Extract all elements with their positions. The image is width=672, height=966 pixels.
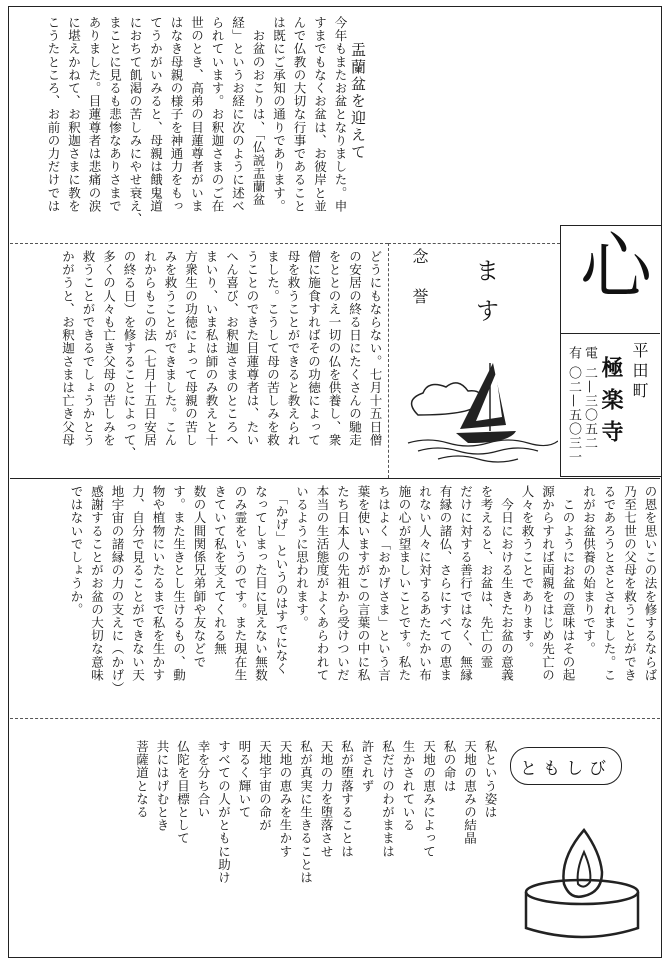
masthead-phone-label: 電 — [582, 346, 597, 359]
article-title: 盂蘭盆を迎えて — [349, 42, 367, 161]
candle-illustration — [512, 800, 652, 950]
divider-poem — [10, 718, 660, 719]
poem-title-box — [510, 747, 622, 785]
article-bottom-text: の恩を思いこの法を修するならば 乃至七世の父母を救うことができ るであろうとさとされました。こ れがお盆供養の始まりです。 このようにお盆の意味はその起 源からすれば両親をはじめ先亡の 人々を救うことであります。 今日における生きたお盆の意義 を考えると、お盆は、先亡の霊 だけに対する善行ではなく、無縁 有縁の諸仏、さらにすべての恵ま れない人々に対するあたたかい布 施の心が望ましいことです。私た ちはよく「おかげさま」という言 葉を使いますがこの言葉の中に私 たち日本人の先祖から受けついだ 本当の生活態度がよくあらわれて いるように思われます。 「かげ」というのはすでになく なってしまった目に見えない無数 のみ霊をいうのです。また現在生 きていて私を支えてくれる無 数の人間関係兄弟師や友などで す。また生きとし生けるもの、動 物や植物にいたるまで私を生かす 力、自分で見ることができない天 地宇宙の諸縁の力の支えに（かげ） 感謝することがお盆の大切な意味 ではないでしょうか。 — [69, 485, 658, 695]
masthead-address: 平田町 — [630, 342, 649, 402]
masthead-divider — [560, 333, 660, 334]
masthead-title: 心 — [568, 228, 652, 300]
divider-vertical-left — [388, 243, 389, 478]
sailboat-illustration — [398, 355, 558, 465]
masthead-phone-1: 二—三〇五二 — [582, 366, 597, 450]
divider-right-of-masthead — [388, 243, 560, 244]
heading-nensho: 念 誉 — [410, 248, 429, 308]
poem-text: 私という姿は 天地の恵みの結晶 私の命は 天地の恵みによって 生かされている 私だけのわがままは 許されず 私が堕落することは 天地の力を堕落させ 私が真実に生きることは 天地の恵みを生かす 天地宇宙の命が 明るく輝いて すべての人がともに助け 幸を分ち合い 仏陀を目標として 共にはげむとき 菩薩道となる — [134, 740, 498, 885]
heading-masu: ます — [471, 258, 499, 338]
divider-middle-bottom — [10, 478, 660, 479]
masthead-phone-2-label: 有 — [566, 346, 581, 359]
divider-top-left — [10, 243, 388, 244]
masthead-temple: 極楽寺 — [598, 356, 624, 452]
masthead-phone-2: 〇二—五〇三一 — [566, 366, 581, 464]
poem-title: ともしび — [520, 758, 612, 779]
article-top-text: 今年もまたお盆となりました。申 すまでもなくお盆は、お彼岸と並 んで仏教の大切な行事であること は既にご承知の通りであります。 お盆のおこりは、「仏説盂蘭盆 経」というお経に次のように述べ られています。お釈迦さまのご在 世のとき、高弟の目蓮尊者がいま はなき母親の様子を神通力をもっ てうかがいみると、母親は餓鬼道 におちて飢渇の苦しみにやせ衰え、 まことに見るも悲惨なありさまで ありました。目蓮尊者は悲痛の涙 に堪えかねて、お釈迦さまに教を こうたところ、お前の力だけでは — [46, 16, 348, 226]
article-middle-text: どうにもならない。七月十五日僧 の安居の終る日にたくさんの馳走 をととのえ一切の仏を供養し、衆 僧に施食すればその功徳によって 母を救うことができると教えられ ました。こうして母の苦しみを救 うことのできた目蓮尊者は、たい へん喜び、お釈迦さまのところへ まいり、いま私は師のみ教えと十 方衆生の功徳によって母親の苦し みを救うことができました。こん れからもこの法（七月十五日安居 の終る日）を修することによって、 多くの人々も亡き父母の苦しみを 救うことができるでしょうかとう かがうと、お釈迦さまは亡き父母 — [60, 250, 383, 460]
